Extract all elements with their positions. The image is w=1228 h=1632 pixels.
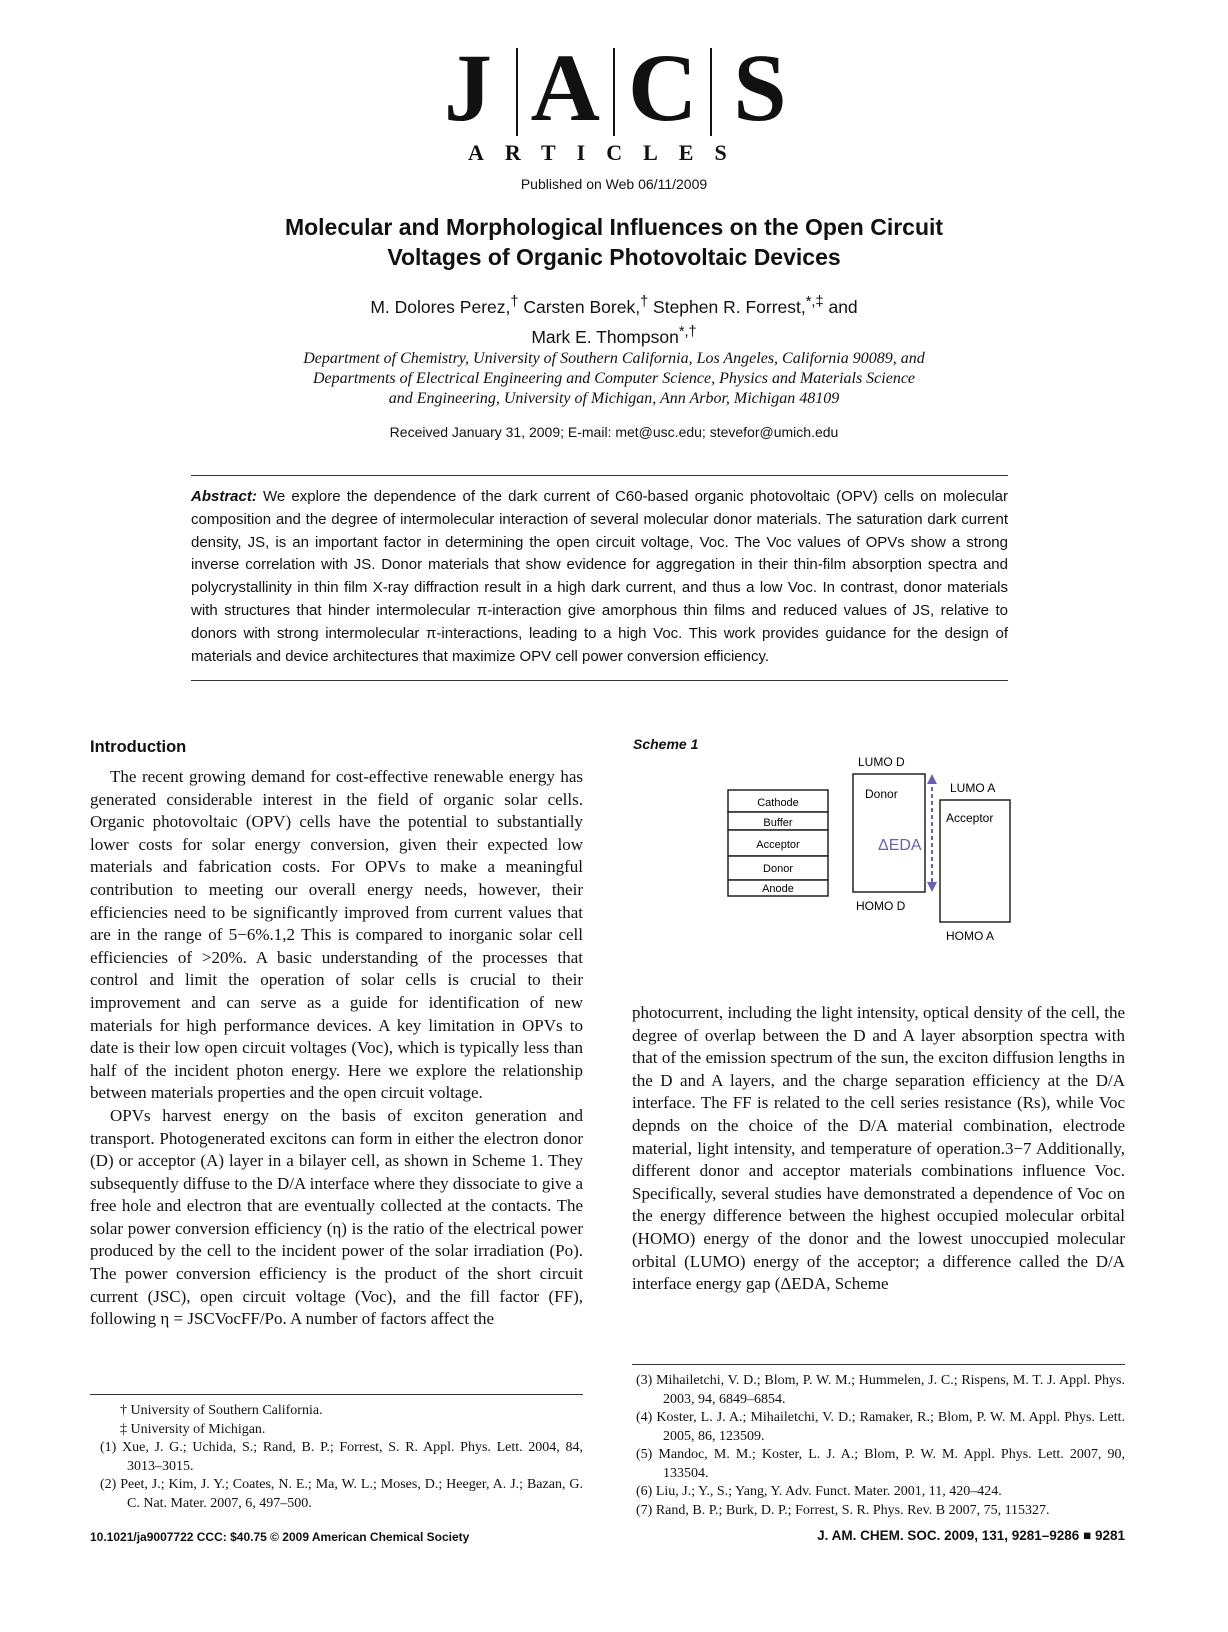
article-title [200, 212, 1028, 272]
paragraph: The recent growing demand for cost-effective renewable energy has generated considerable interest in the field of organic solar cells. Organic photovoltaic (OPV) cells have the potential to substantially lower costs for solar energy conversion, given their expected low materials and fabrication costs. For OPVs to make a meaningful contribution to meeting our overall energy needs, however, their efficiencies need to be significantly improved from current values that are in the range of 5−6%.1,2 This is compared to inorganic solar cell efficiencies of >20%. A basic understanding of the processes that control and limit the operation of solar cells is crucial to their improvement and can serve as a guide for identification of new materials for high performance devices. A key limitation in OPVs to date is their low open circuit voltages (Voc), which is typically less than half of the incident photon energy. Here we explore the relationship between materials properties and the open circuit voltage. [90, 767, 583, 1103]
body-column-right [632, 1002, 1125, 1296]
arrow-up-icon [927, 774, 937, 784]
layer-label: Cathode [757, 797, 799, 809]
lumo-acceptor-label: LUMO A [950, 781, 996, 795]
abstract-label: Abstract: [191, 488, 257, 505]
author-list [240, 290, 988, 350]
logo-letter-c: C [627, 34, 698, 141]
reference: (7) Rand, B. P.; Burk, D. P.; Forrest, S. R. Phys. Rev. B 2007, 75, 115327. [636, 1502, 1050, 1518]
lumo-donor-label: LUMO D [858, 755, 905, 769]
footnote: ‡ University of Michigan. [120, 1421, 266, 1437]
footnote-rule [632, 1364, 1125, 1365]
scheme-label: Scheme 1 [633, 736, 699, 752]
scheme-diagram [728, 755, 1048, 970]
logo-letter-j: J [444, 34, 492, 141]
layer-label: Acceptor [756, 839, 800, 851]
layer-label: Buffer [763, 817, 793, 829]
author-name: Carsten Borek, [518, 296, 641, 317]
author-mark: † [510, 294, 519, 310]
reference: (2) Peet, J.; Kim, J. Y.; Coates, N. E.; Ma, W. L.; Moses, D.; Heeger, A. J.; Bazan, G. C. Nat. Mater. 2007, 6, 497–500. [100, 1477, 583, 1511]
footnote: † University of Southern California. [120, 1403, 323, 1418]
affiliation-line: Department of Chemistry, University of Southern California, Los Angeles, California 90089, and [303, 350, 925, 367]
delta-eda-label: ΔEDA [878, 837, 922, 854]
title-line-1: Molecular and Morphological Influences on the Open Circuit [284, 214, 944, 240]
acceptor-label: Acceptor [946, 811, 994, 825]
donor-label: Donor [865, 787, 898, 801]
footer-doi: 10.1021/ja9007722 CCC: $40.75 © 2009 American Chemical Society [90, 1530, 470, 1544]
footnotes-right [636, 1372, 1125, 1520]
affiliation-line: Departments of Electrical Engineering and Computer Science, Physics and Materials Science [312, 370, 916, 387]
author-name: M. Dolores Perez, [370, 296, 511, 317]
abstract [191, 475, 1008, 681]
arrow-down-icon [927, 882, 937, 892]
author-name: Mark E. Thompson [531, 326, 679, 347]
logo-divider [516, 48, 518, 136]
body-column-left [90, 766, 583, 1331]
journal-logo [428, 34, 800, 165]
reference: (5) Mandoc, M. M.; Koster, L. J. A.; Blom, P. W. M. Appl. Phys. Lett. 2007, 90, 133504. [636, 1447, 1125, 1481]
section-heading: Introduction [90, 738, 187, 756]
author-mark: *,‡ [805, 294, 824, 310]
reference: (4) Koster, L. J. A.; Mihailetchi, V. D.; Ramaker, R.; Blom, P. W. M. Appl. Phys. Lett. 2005, 86, 123509. [636, 1410, 1125, 1444]
layer-label: Donor [763, 863, 793, 875]
logo-divider [613, 48, 615, 136]
author-name: Stephen R. Forrest, [648, 296, 806, 317]
logo-letter-s: S [733, 34, 787, 141]
footnote-rule [90, 1394, 583, 1395]
logo-subtitle: ARTICLES [468, 140, 748, 165]
author-mark: *,† [678, 323, 697, 340]
logo-letter-a: A [530, 34, 600, 141]
footnotes-left [100, 1402, 583, 1513]
affiliation-line: and Engineering, University of Michigan, Ann Arbor, Michigan 48109 [388, 390, 840, 407]
homo-acceptor-label: HOMO A [946, 929, 995, 943]
title-line-2: Voltages of Organic Photovoltaic Devices [387, 244, 841, 270]
publication-date: Published on Web 06/11/2009 [520, 176, 708, 192]
author-conjunction: and [823, 296, 858, 317]
reference: (6) Liu, J.; Y., S.; Yang, Y. Adv. Funct. Mater. 2001, 11, 420–424. [636, 1484, 1002, 1499]
author-mark: † [640, 294, 649, 310]
paragraph: photocurrent, including the light intensity, optical density of the cell, the degree of overlap between the D and A layer absorption spectra with that of the emission spectrum of the sun, the exciton diffusion lengths in the D and A layers, and the charge separation efficiency at the D/A interface. The FF is related to the cell series resistance (Rs), while Voc depnds on the choice of the D/A material combination, electrode material, light intensity, and temperature of operation.3−7 Additionally, different donor and acceptor materials combinations influence Voc. Specifically, several studies have demonstrated a dependence of Voc on the energy difference between the highest occupied molecular orbital (HOMO) energy of the donor and the lowest unoccupied molecular orbital (LUMO) energy of the acceptor; a difference called the D/A interface energy gap (ΔEDA, Scheme [632, 1003, 1125, 1294]
layer-label: Anode [762, 883, 794, 895]
footer-citation: J. AM. CHEM. SOC. 2009, 131, 9281–9286 ■ 9281 [817, 1528, 1125, 1543]
received-and-email: Received January 31, 2009; E-mail: met@usc.edu; stevefor@umich.edu [389, 424, 839, 440]
paragraph: OPVs harvest energy on the basis of exciton generation and transport. Photogenerated excitons can form in either the electron donor (D) or acceptor (A) layer in a bilayer cell, as shown in Scheme 1. They subsequently diffuse to the D/A interface where they dissociate to give a free hole and electron that are eventually collected at the contacts. The solar power conversion efficiency (η) is the ratio of the electrical power produced by the cell to the incident power of the solar irradiation (Po). The power conversion efficiency is the product of the short circuit current (JSC), open circuit voltage (Voc), and the fill factor (FF), following η = JSCVocFF/Po. A number of factors affect the [90, 1105, 583, 1329]
reference: (1) Xue, J. G.; Uchida, S.; Rand, B. P.; Forrest, S. R. Appl. Phys. Lett. 2004, 84, 3013–3015. [100, 1440, 583, 1474]
logo-divider [710, 48, 712, 136]
affiliation [200, 349, 1028, 409]
abstract-text: We explore the dependence of the dark current of C60-based organic photovoltaic (OPV) cells on molecular composition and the degree of intermolecular interaction of several molecular donor materials. The saturation dark current density, JS, is an important factor in determining the open circuit voltage, Voc. The Voc values of OPVs show a strong inverse correlation with JS. Donor materials that show evidence for aggregation in their thin-film absorption spectra and polycrystallinity in thin film X-ray diffraction result in a high dark current, and thus a low Voc. In contrast, donor materials with structures that hinder intermolecular π-interaction give amorphous thin films and reduced values of JS, relative to donors with strong intermolecular π-interactions, leading to a high Voc. This work provides guidance for the design of materials and device architectures that maximize OPV cell power conversion efficiency. [191, 488, 1008, 665]
reference: (3) Mihailetchi, V. D.; Blom, P. W. M.; Hummelen, J. C.; Rispens, M. T. J. Appl. Phys. 2003, 94, 6849–6854. [636, 1373, 1125, 1407]
homo-donor-label: HOMO D [856, 899, 906, 913]
